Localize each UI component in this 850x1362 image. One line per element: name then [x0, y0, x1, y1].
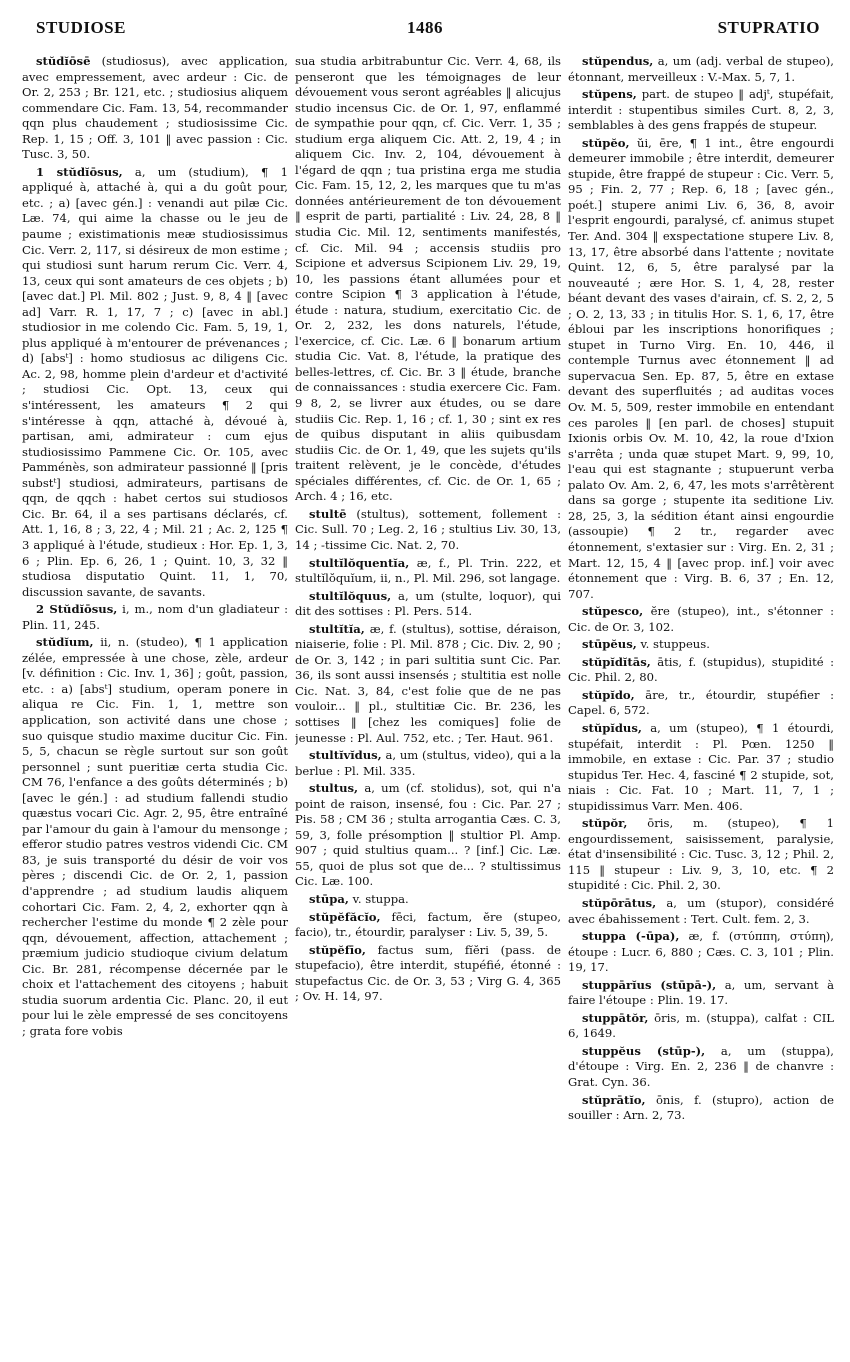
entry-headword: stultus,: [309, 781, 359, 796]
entry-headword: stuppātŏr,: [582, 1010, 649, 1025]
entry-headword: stŭpĭdus,: [582, 720, 642, 735]
entry-definition: æ, f. (stultus), sottise, déraison, niaiserie, folie : Pl. Mil. 878 ; Cic. Div. 2, 90 ; de Or. 3, 142 ; in pari sultitia sunt Cic. Par. 36, ils sont aussi insensés ; stultitia est nolle Cic. Nat. 3, 84, c'est folie que de ne pas vouloir... ‖ pl., stultitiæ Cic. Br. 236, les sottises ‖ [chez les comiques] folie de jeunesse : Pl. Aul. 752, etc. ; Ter. Haut. 961.: [295, 621, 561, 745]
entry-definition: (stultus), sottement, follement : Cic. Sull. 70 ; Leg. 2, 16 ; stultius Liv. 30, 13, 14 ; -tissime Cic. Nat. 2, 70.: [295, 506, 561, 552]
entry-headword: stŭpendus,: [582, 54, 654, 68]
page-number: 1486: [407, 18, 443, 37]
entry-headword: stŭpĕo,: [582, 135, 630, 150]
dictionary-entry: [568, 604, 834, 635]
entry-definition: ii, n. (studeo), ¶ 1 application zélée, empressée à une chose, zèle, ardeur [v. définition : Cic. Inv. 1, 36] ; goût, passion, etc. : a) [absᵗ] studium, operam ponere in aliqua re Cic. Fin. 1, 1, mettre son application, son activité dans une chose ; suo quisque studio maxime ducitur Cic. Fin. 5, 5, chacun se règle surtout sur son goût personnel ; sunt pueritiæ certa studia Cic. CM 76, l'enfance a des goûts déterminés ; b) [avec le gén.] : ad studium fallendi studio quæstus vocari Cic. Agr. 2, 95, être entraîné par l'amour du gain à l'amour du mensonge ; efferor studio patres vestros videndi Cic. CM 83, je suis transporté du désir de voir vos pères ; discendi Cic. de Or. 2, 1, passion d'apprendre ; ad studium laudis aliquem cohortari Cic. Fam. 2, 4, 2, exhorter qqn à rechercher l'estime du monde ¶ 2 zèle pour qqn, dévouement, affection, attachement ; præmium judicio studioque civium delatum Cic. Br. 281, récompense décernée par le choix et l'attachement des citoyens ; habuit studia suorum ardentia Cic. Planc. 20, il eut pour lui le zèle empressé de ses concitoyens ; grata fore vobis: [22, 635, 288, 1038]
entry-headword: stultĭlŏquentĭa,: [309, 555, 410, 570]
entry-headword: stŭpens,: [582, 87, 637, 102]
dictionary-entry: [295, 556, 561, 587]
entry-headword: stŭpĕfīo,: [309, 942, 366, 957]
entry-definition: factus sum, fĭĕri (pass. de stupefacio), être interdit, stupéfié, étonné : stupefactus Cic. de Or. 3, 53 ; Virg G. 4, 365 ; Ov. H. 14, 97.: [295, 942, 561, 1004]
entry-definition: i, m., nom d'un gladiateur : Plin. 11, 245.: [22, 602, 288, 632]
dictionary-entry: [295, 892, 561, 908]
dictionary-entry: [295, 748, 561, 779]
dictionary-entry: [568, 978, 834, 1009]
entry-definition: v. stuppa.: [348, 891, 409, 906]
entry-definition: æ, f. (στύππη, στύπη), étoupe : Lucr. 6, 880 ; Cæs. C. 3, 101 ; Plin. 19, 17.: [568, 929, 834, 975]
entry-definition: ĕre (stupeo), int., s'étonner : Cic. de Or. 3, 102.: [568, 604, 834, 634]
entry-definition: a, um, servant à faire l'étoupe : Plin. 19. 17.: [568, 977, 834, 1008]
entry-definition: a, um (cf. stolidus), sot, qui n'a point de raison, insensé, fou : Cic. Par. 27 ; Pis. 58 ; CM 36 ; stulta arrogantia Cæs. C. 3, 59, 3, folle présomption ‖ stultior Pl. Amp. 907 ; quid stultius quam... ? [inf.] Cic. Læ. 55, quoi de plus sot que de... ? stultissimus Cic. Læ. 100.: [295, 781, 561, 889]
entry-definition: a, um (studium), ¶ 1 appliqué à, attaché à, qui a du goût pour, etc. ; a) [avec gén.] : venandi aut pilæ Cic. Læ. 74, qui aime la chasse ou le jeu de paume ; existimationis meæ studiosissimus Cic. Verr. 2, 117, si désireux de mon estime ; qui studiosi sunt harum rerum Cic. Verr. 4, 13, ceux qui sont amateurs de ces objets ; b) [avec dat.] Pl. Mil. 802 ; Just. 9, 8, 4 ‖ [avec ad] Varr. R. 1, 17, 7 ; c) [avec in abl.] studiosior in me colendo Cic. Fam. 5, 19, 1, plus appliqué à m'entourer de prévenances ; d) [absᵗ] : homo studiosus ac diligens Cic. Ac. 2, 98, homme plein d'ardeur et d'activité ; studiosi Cic. Opt. 13, ceux qui s'intéressent, les amateurs ¶ 2 qui s'intéresse à qqn, attaché à, dévoué à, partisan, ami, admirateur : cum ejus studiosissimo Pammene Cic. Or. 105, avec Pamménès, son admirateur passionné ‖ [pris substᵗ] studiosi, admirateurs, partisans de qqn, de qqch : habet certos sui studiosos Cic. Br. 64, il a ses partisans déclarés, cf. Att. 1, 16, 8 ; 3, 22, 4 ; Mil. 21 ; Ac. 2, 125 ¶ 3 appliqué à l'étude, studieux : Hor. Ep. 1, 3, 6 ; Plin. Ep. 6, 26, 1 ; Quint. 10, 3, 32 ‖ studiosa disputatio Quint. 11, 1, 70, discussion savante, de savants.: [22, 164, 288, 599]
entry-headword: stŭprātĭo,: [582, 1092, 646, 1107]
entry-headword: stultē: [309, 506, 347, 521]
dictionary-entry: [568, 136, 834, 602]
dictionary-entry: [295, 781, 561, 890]
dictionary-column-2: [295, 54, 561, 1354]
entry-headword: 2 Stŭdĭōsus,: [36, 602, 118, 617]
entry-headword: stuppĕus (stūp-),: [582, 1043, 706, 1058]
dictionary-entry: [295, 589, 561, 620]
entry-definition: ōris, m. (stupeo), ¶ 1 engourdissement, saisissement, paralysie, état d'insensibilité : Cic. Tusc. 3, 12 ; Phil. 2, 115 ‖ stupeur : Liv. 9, 3, 10, etc. ¶ 2 stupidité : Cic. Phil. 2, 30.: [568, 816, 834, 893]
dictionary-column-1: [22, 54, 288, 1354]
entry-definition: æ, f., Pl. Trin. 222, et stultĭlŏquĭum, ii, n., Pl. Mil. 296, sot langage.: [295, 555, 561, 586]
dictionary-entry: [22, 54, 288, 163]
entry-definition: a, um (adj. verbal de stupeo), étonnant, merveilleux : V.-Max. 5, 7, 1.: [568, 54, 834, 84]
dictionary-entry: [568, 1093, 834, 1124]
dictionary-entry: [568, 1044, 834, 1091]
dictionary-entry: [568, 54, 834, 85]
entry-headword: stŭpĕfăcĭo,: [309, 909, 381, 924]
entry-definition: ŭi, ēre, ¶ 1 int., être engourdi demeurer immobile ; être interdit, demeurer stupide, être frappé de stupeur : Cic. Verr. 5, 95 ; Fin. 2, 77 ; Rep. 6, 18 ; [avec gén., poét.] stupere animi Liv. 6, 36, 8, avoir l'esprit engourdi, paralysé, cf. animus stupet Ter. And. 304 ‖ exspectatione stupere Liv. 8, 13, 17, être absorbé dans l'attente ; novitate Quint. 12, 6, 5, être paralysé par la nouveauté ; ære Hor. S. 1, 4, 28, rester béant devant des vases d'airain, cf. S. 2, 2, 5 ; O. 2, 13, 33 ; in titulis Hor. S. 1, 6, 17, être ébloui par les inscriptions honorifiques ; stupet in Turno Virg. En. 10, 446, il contemple Turnus avec étonnement ‖ ad supervacua Sen. Ep. 87, 5, être en extase devant des superfluités ; ad auditas voces Ov. M. 5, 509, rester immobile en entendant ces paroles ‖ [en parl. de choses] stupuit Ixionis orbis Ov. M. 10, 42, la roue d'Ixion s'arrêta ; unda quæ stupet Mart. 9, 99, 10, l'eau qui est stagnante ; stupuerunt verba palato Ov. Am. 2, 6, 47, les mots s'arrêtèrent dans sa gorge ; stupente ita seditione Liv. 28, 25, 3, la sédition étant ainsi engourdie (assoupie) ¶ 2 tr., regarder avec étonnement, s'extasier sur : Virg. En. 2, 31 ; Mart. 12, 15, 4 ‖ [avec prop. inf.] voir avec étonnement que : Virg. B. 6, 37 ; En. 12, 707.: [568, 135, 834, 601]
entry-headword: stŭdĭum,: [36, 635, 94, 650]
dictionary-column-3: [568, 54, 834, 1354]
entry-headword: stultĭlŏquus,: [309, 588, 392, 603]
entry-headword: stŭpesco,: [582, 604, 644, 619]
running-head-right: STUPRATIO: [717, 18, 820, 37]
dictionary-entry: [568, 655, 834, 686]
dictionary-entry: [295, 54, 561, 505]
dictionary-entry: [568, 688, 834, 719]
dictionary-entry: [295, 622, 561, 746]
dictionary-entry: [295, 943, 561, 1005]
dictionary-entry: [22, 635, 288, 1039]
entry-definition: ōnis, f. (stupro), action de souiller : Arn. 2, 73.: [568, 1092, 834, 1123]
entry-headword: stuppa (-ūpa),: [582, 929, 680, 944]
dictionary-entry: [568, 1011, 834, 1042]
dictionary-entry: [568, 816, 834, 894]
dictionary-entry: [295, 507, 561, 554]
entry-headword: stuppārĭus (stūpā-),: [582, 977, 717, 992]
entry-headword: stūpĕus,: [582, 637, 637, 652]
dictionary-entry: [568, 637, 834, 653]
dictionary-entry: [22, 165, 288, 600]
entry-headword: stŭpĭdĭtās,: [582, 654, 651, 669]
entry-definition: a, um (stupeo), ¶ 1 étourdi, stupéfait, interdit : Pl. Pœn. 1250 ‖ immobile, en extase : Cic. Par. 37 ; studio stupidus Ter. Hec. 4, fasciné ¶ 2 stupide, sot, niais : Cic. Fat. 10 ; Mart. 11, 7, 1 ; stupidissimus Varr. Men. 406.: [568, 720, 834, 813]
entry-definition: a, um (stultus, video), qui a la berlue : Pl. Mil. 335.: [295, 748, 561, 778]
dictionary-entry: [295, 910, 561, 941]
dictionary-entry: [568, 87, 834, 134]
entry-definition: ōris, m. (stuppa), calfat : CIL 6, 1649.: [568, 1010, 834, 1041]
entry-headword: stultĭvĭdus,: [309, 748, 382, 763]
entry-definition: ātis, f. (stupidus), stupidité : Cic. Phil. 2, 80.: [568, 654, 834, 685]
entry-definition: āre, tr., étourdir, stupéfier : Capel. 6, 572.: [568, 687, 834, 718]
entry-headword: stŭdĭōsē: [36, 54, 91, 68]
entry-definition: a, um (stulte, loquor), qui dit des sottises : Pl. Pers. 514.: [295, 588, 561, 619]
entry-definition: v. stuppeus.: [636, 637, 710, 652]
dictionary-entry: [568, 929, 834, 976]
dictionary-entry: [568, 896, 834, 927]
entry-definition: sua studia arbitrabuntur Cic. Verr. 4, 68, ils penseront que les témoignages de leur dévouement vous seront agréables ‖ alicujus studio incensus Cic. de Or. 1, 97, enflammé de sympathie pour qqn, cf. Cic. Verr. 1, 35 ; studium erga aliquem Cic. Att. 2, 19, 4 ; in aliquem Cic. Inv. 2, 104, dévouement à l'égard de qqn ; tua pristina erga me studia Cic. Fam. 15, 12, 2, les marques que tu m'as données antérieurement de ton dévouement ‖ esprit de parti, partialité : Liv. 24, 28, 8 ‖ studia Cic. Mil. 12, sentiments manifestés, cf. Cic. Mil. 94 ; accensis studiis pro Scipione et adversus Scipionem Liv. 29, 19, 10, les passions étant allumées pour et contre Scipion ¶ 3 application à l'étude, étude : natura, studium, exercitatio Cic. de Or. 2, 232, les dons naturels, l'étude, l'exercice, cf. Cic. Læ. 6 ‖ bonarum artium studia Cic. Vat. 8, l'étude, la pratique des belles-lettres, cf. Cic. Br. 3 ‖ étude, branche de connaissances : studia exercere Cic. Fam. 9 8, 2, se livrer aux études, ou se dare studiis Cic. Rep. 1, 16 ; cf. 1, 30 ; sint ex res de quibus disputant in aliis quibusdam studiis Cic. de Or. 1, 49, que les sujets qu'ils traitent relèvent, je le concède, d'études spéciales différentes, cf. Cic. de Or. 1, 65 ; Arch. 4 ; 16, etc.: [295, 54, 561, 504]
entry-headword: stūpa,: [309, 891, 349, 906]
entry-headword: 1 stŭdĭōsus,: [36, 164, 123, 179]
entry-definition: (studiosus), avec application, avec empressement, avec ardeur : Cic. de Or. 2, 253 ; Br. 121, etc. ; studiosius aliquem commendare Cic. Fam. 13, 54, recommander qqn plus chaudement ; studiosissime Cic. Rep. 1, 15 ; Off. 3, 101 ‖ avec passion : Cic. Tusc. 3, 50.: [22, 54, 288, 162]
entry-definition: part. de stupeo ‖ adjᵗ, stupéfait, interdit : stupentibus similes Curt. 8, 2, 3, semblables à des gens frappés de stupeur.: [568, 87, 834, 133]
page-header: [0, 18, 850, 44]
entry-headword: stŭpĭdo,: [582, 687, 635, 702]
entry-definition: a, um (stuppa), d'étoupe : Virg. En. 2, 236 ‖ de chanvre : Grat. Cyn. 36.: [568, 1043, 834, 1089]
entry-headword: stŭpŏr,: [582, 816, 628, 831]
dictionary-entry: [22, 602, 288, 633]
entry-definition: a, um (stupor), considéré avec ébahissement : Tert. Cult. fem. 2, 3.: [568, 895, 834, 926]
running-head-left: STUDIOSE: [36, 18, 126, 37]
entry-headword: stŭpōrātus,: [582, 895, 657, 910]
entry-definition: fēci, factum, ĕre (stupeo, facio), tr., étourdir, paralyser : Liv. 5, 39, 5.: [295, 909, 561, 940]
entry-headword: stultĭtĭa,: [309, 621, 365, 636]
dictionary-entry: [568, 721, 834, 814]
